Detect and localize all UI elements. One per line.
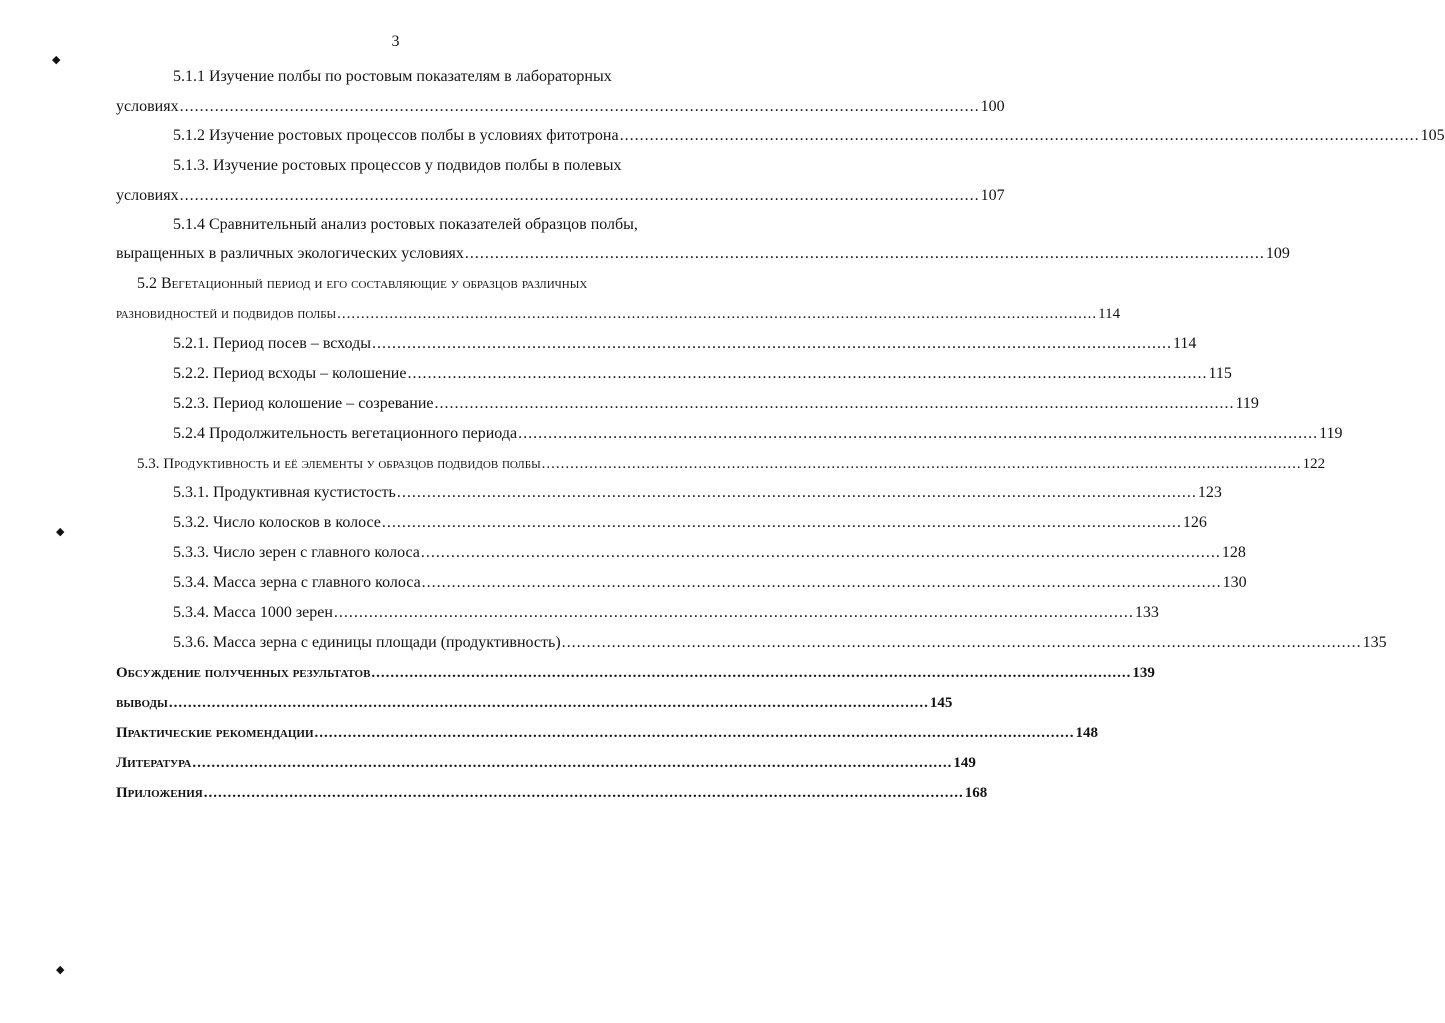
leader-dots: ................................................................................................................................................................	[518, 425, 1319, 442]
toc-entry-page: 123	[1197, 484, 1222, 501]
toc-entry[interactable]	[173, 602, 1159, 624]
toc-entry-title: Практические рекомендации	[116, 725, 314, 741]
toc-entry-page: 135	[1362, 634, 1387, 651]
toc-entry-line1: 5.1.4 Сравнительный анализ ростовых показателей образцов полбы,	[173, 216, 638, 233]
leader-dots: ................................................................................................................................................................	[420, 544, 1221, 561]
leader-dots: ................................................................................................................................................................	[192, 755, 953, 771]
toc-entry-title: 5.3.6. Масса зерна с единицы площади (продуктивность)	[173, 634, 561, 651]
toc-entry[interactable]	[173, 125, 1445, 147]
scan-speck: ◆	[52, 54, 61, 66]
toc-entry-page: 122	[1302, 456, 1326, 472]
leader-dots: ................................................................................................................................................................	[337, 306, 1098, 322]
toc-entry-title: 5.2.2. Период всходы – колошение	[173, 365, 407, 382]
toc-chapter[interactable]	[116, 662, 1155, 684]
toc-entry-page: 168	[964, 785, 988, 801]
toc-entry-page: 100	[980, 98, 1005, 115]
scan-speck: ◆	[56, 526, 65, 538]
toc-entry[interactable]	[116, 185, 1005, 207]
toc-entry[interactable]	[116, 96, 1005, 118]
toc-entry-page: 109	[1265, 245, 1290, 262]
leader-dots: ................................................................................................................................................................	[619, 127, 1420, 144]
toc-entry-title: 5.2.1. Период посев – всходы	[173, 335, 371, 352]
toc-entry-title: условиях	[116, 98, 179, 115]
toc-entry-page: 139	[1132, 665, 1155, 681]
toc-entry-title: 5.3.3. Число зерен с главного колоса	[173, 544, 420, 561]
toc-entry-page: 105	[1420, 127, 1445, 144]
toc-entry-title: выращенных в различных экологических условиях	[116, 245, 464, 262]
toc-entry-title: разновидностей и подвидов полбы	[116, 306, 337, 322]
toc-entry-line1: 5.1.1 Изучение полбы по ростовым показателям в лабораторных	[173, 68, 612, 85]
toc-section[interactable]	[116, 303, 1121, 325]
toc-entry-title: Обсуждение полученных результатов	[116, 665, 371, 681]
toc-section[interactable]	[137, 453, 1326, 475]
leader-dots: ................................................................................................................................................................	[396, 484, 1197, 501]
leader-dots: ................................................................................................................................................................	[381, 514, 1182, 531]
leader-dots: ................................................................................................................................................................	[179, 187, 980, 204]
leader-dots: ................................................................................................................................................................	[203, 785, 964, 801]
toc-chapter[interactable]	[116, 722, 1099, 744]
leader-dots: ................................................................................................................................................................	[421, 574, 1222, 591]
scan-speck: ◆	[56, 964, 65, 976]
toc-entry-page: 115	[1208, 365, 1232, 382]
toc-entry-page: 128	[1221, 544, 1246, 561]
toc-entry[interactable]	[173, 423, 1343, 445]
page-number: 3	[391, 33, 400, 50]
toc-entry-title: условиях	[116, 187, 179, 204]
toc-entry-title: 5.1.2 Изучение ростовых процессов полбы в условиях фитотрона	[173, 127, 619, 144]
toc-entry-page: 126	[1182, 514, 1207, 531]
toc-entry-title: 5.3.4. Масса 1000 зерен	[173, 604, 333, 621]
toc-entry-title: выводы	[116, 695, 168, 711]
toc-entry-page: 149	[953, 755, 976, 771]
toc-entry-page: 148	[1075, 725, 1099, 741]
toc-chapter[interactable]	[116, 782, 988, 804]
toc-entry[interactable]	[173, 572, 1247, 594]
toc-entry-page: 114	[1172, 335, 1197, 352]
toc-entry[interactable]	[173, 482, 1222, 504]
toc-entry-page: 145	[929, 695, 953, 711]
leader-dots: ................................................................................................................................................................	[434, 395, 1235, 412]
toc-entry-page: 107	[980, 187, 1005, 204]
toc-entry-title: 5.3.2. Число колосков в колосе	[173, 514, 381, 531]
leader-dots: ................................................................................................................................................................	[541, 456, 1302, 472]
leader-dots: ................................................................................................................................................................	[407, 365, 1208, 382]
toc-chapter[interactable]	[116, 692, 953, 714]
toc-entry-title: 5.3.1. Продуктивная кустистость	[173, 484, 396, 501]
toc-entry[interactable]	[173, 333, 1197, 355]
toc-entry-title: 5.3.4. Масса зерна с главного колоса	[173, 574, 421, 591]
toc-entry-page: 119	[1235, 395, 1259, 412]
toc-chapter[interactable]	[116, 752, 976, 774]
toc-section-line1: 5.2 Вегетационный период и его составляющие у образцов различных	[137, 275, 588, 292]
leader-dots: ................................................................................................................................................................	[179, 98, 980, 115]
toc-entry[interactable]	[173, 363, 1232, 385]
toc-entry-line1: 5.1.3. Изучение ростовых процессов у подвидов полбы в полевых	[173, 157, 622, 174]
toc-entry-page: 114	[1098, 306, 1121, 322]
toc-entry-title: 5.3. Продуктивность и её элементы у образцов подвидов полбы	[137, 456, 541, 472]
toc-entry-page: 133	[1134, 604, 1159, 621]
leader-dots: ................................................................................................................................................................	[371, 335, 1172, 352]
leader-dots: ................................................................................................................................................................	[371, 665, 1132, 681]
toc-entry-title: 5.2.3. Период колошение – созревание	[173, 395, 434, 412]
toc-entry-page: 119	[1319, 425, 1343, 442]
toc-entry[interactable]	[173, 632, 1387, 654]
toc-entry[interactable]	[173, 393, 1259, 415]
toc-entry[interactable]	[173, 512, 1207, 534]
leader-dots: ................................................................................................................................................................	[464, 245, 1265, 262]
leader-dots: ................................................................................................................................................................	[561, 634, 1362, 651]
toc-entry[interactable]	[173, 542, 1246, 564]
leader-dots: ................................................................................................................................................................	[314, 725, 1075, 741]
toc-entry-title: 5.2.4 Продолжительность вегетационного периода	[173, 425, 518, 442]
toc-entry[interactable]	[116, 243, 1290, 265]
toc-entry-title: Литература	[116, 755, 192, 771]
leader-dots: ................................................................................................................................................................	[333, 604, 1134, 621]
leader-dots: ................................................................................................................................................................	[168, 695, 929, 711]
toc-entry-title: Приложения	[116, 785, 203, 801]
toc-entry-page: 130	[1222, 574, 1247, 591]
